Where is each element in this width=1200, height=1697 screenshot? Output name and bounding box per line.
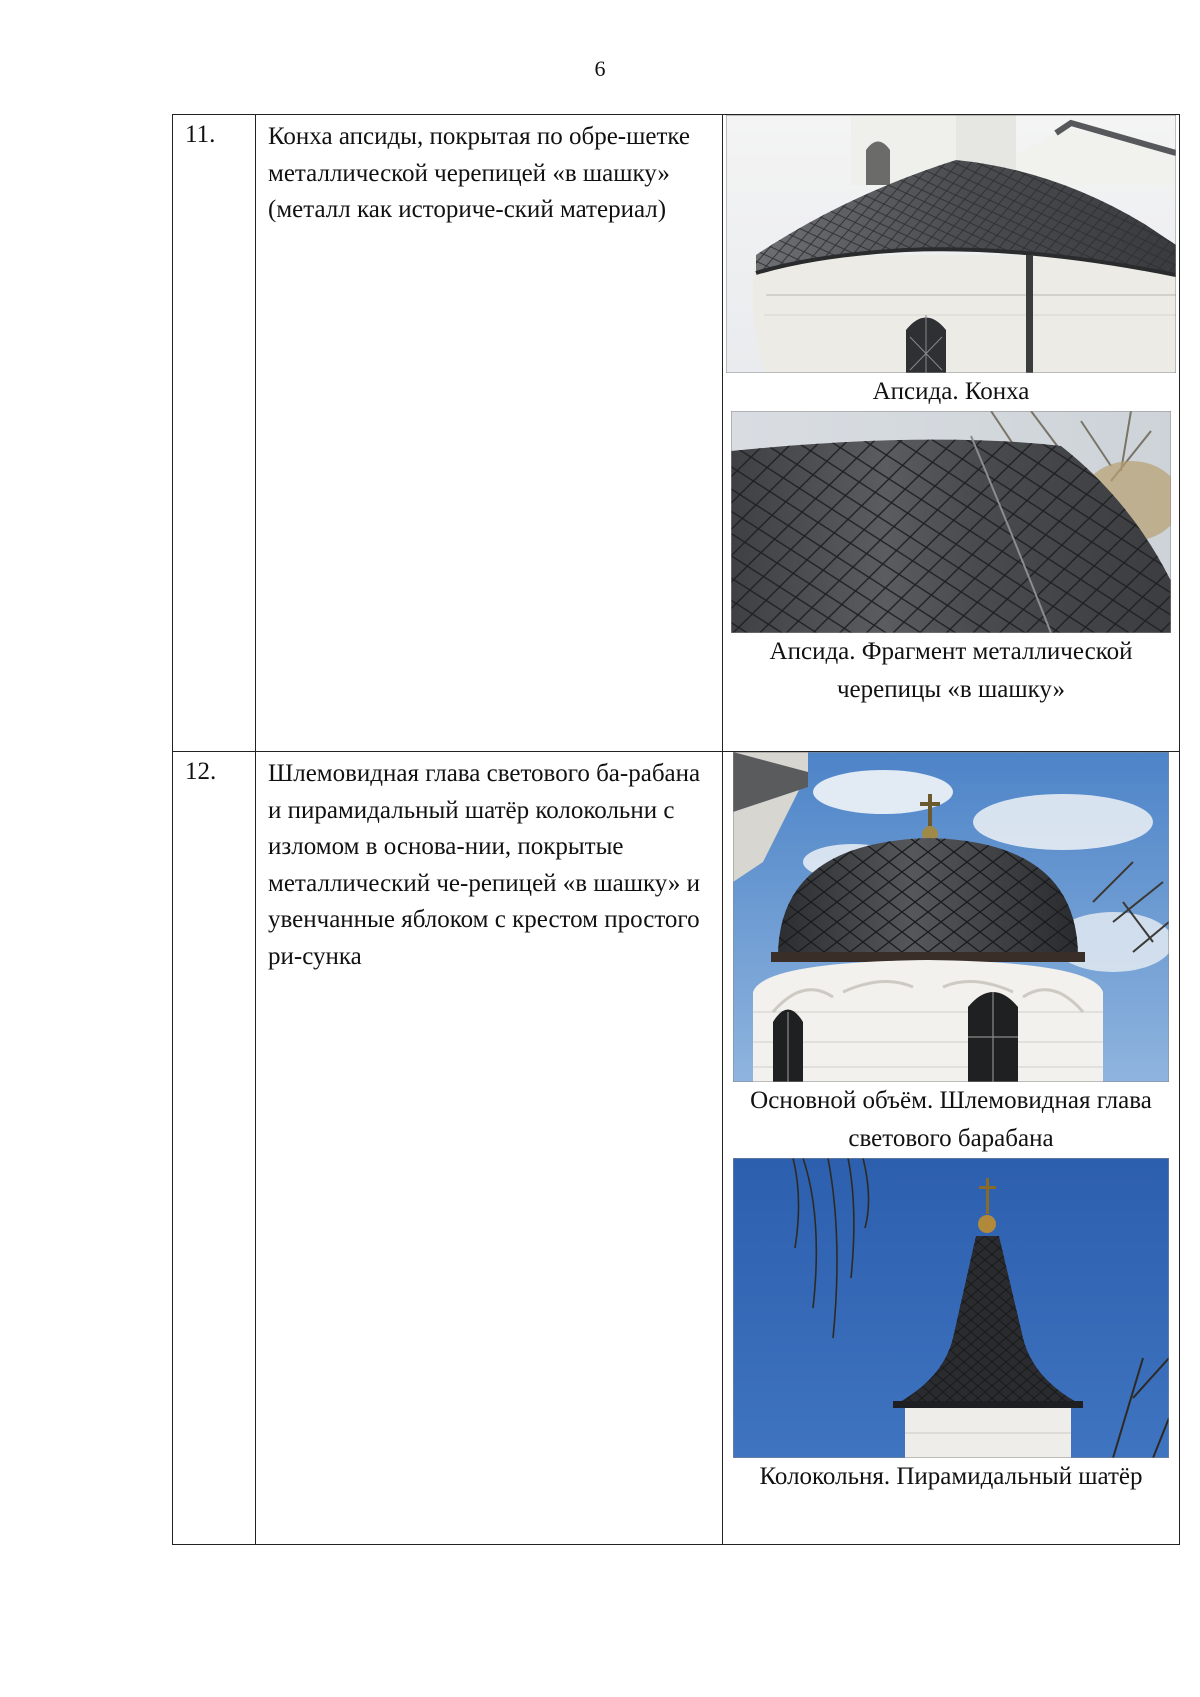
table-row [173,115,1180,752]
metal-tile-fragment-photo [731,411,1171,633]
page-number: 6 [594,56,606,81]
belfry-tent-roof-photo [733,1158,1169,1458]
figure-caption: Апсида. Фрагмент металлической черепицы «в шашку» [769,638,1133,703]
figure-caption: Колокольня. Пирамидальный шатёр [759,1463,1143,1490]
figure-caption: Основной объём. Шлемовидная глава светового барабана [750,1087,1152,1152]
heritage-elements-table [172,114,1180,1545]
figure-caption: Апсида. Конха [872,378,1030,405]
helmet-dome-photo [733,752,1169,1082]
row-number: 12. [173,752,256,1545]
row-number: 11. [173,115,256,752]
row-figures [723,115,1180,752]
row-figures [723,752,1180,1545]
apse-conch-photo [726,115,1176,373]
row-description: Шлемовидная глава светового ба-рабана и пирамидальный шатёр колокольни с изломом в основа-нии, покрытые металлический че-репицей «в шашку» и увенчанные яблоком с крестом простого ри-сунка [256,752,723,1545]
row-description: Конха апсиды, покрытая по обре-шетке металлической черепицей «в шашку» (металл как историче-ский материал) [256,115,723,752]
table-row [173,752,1180,1545]
